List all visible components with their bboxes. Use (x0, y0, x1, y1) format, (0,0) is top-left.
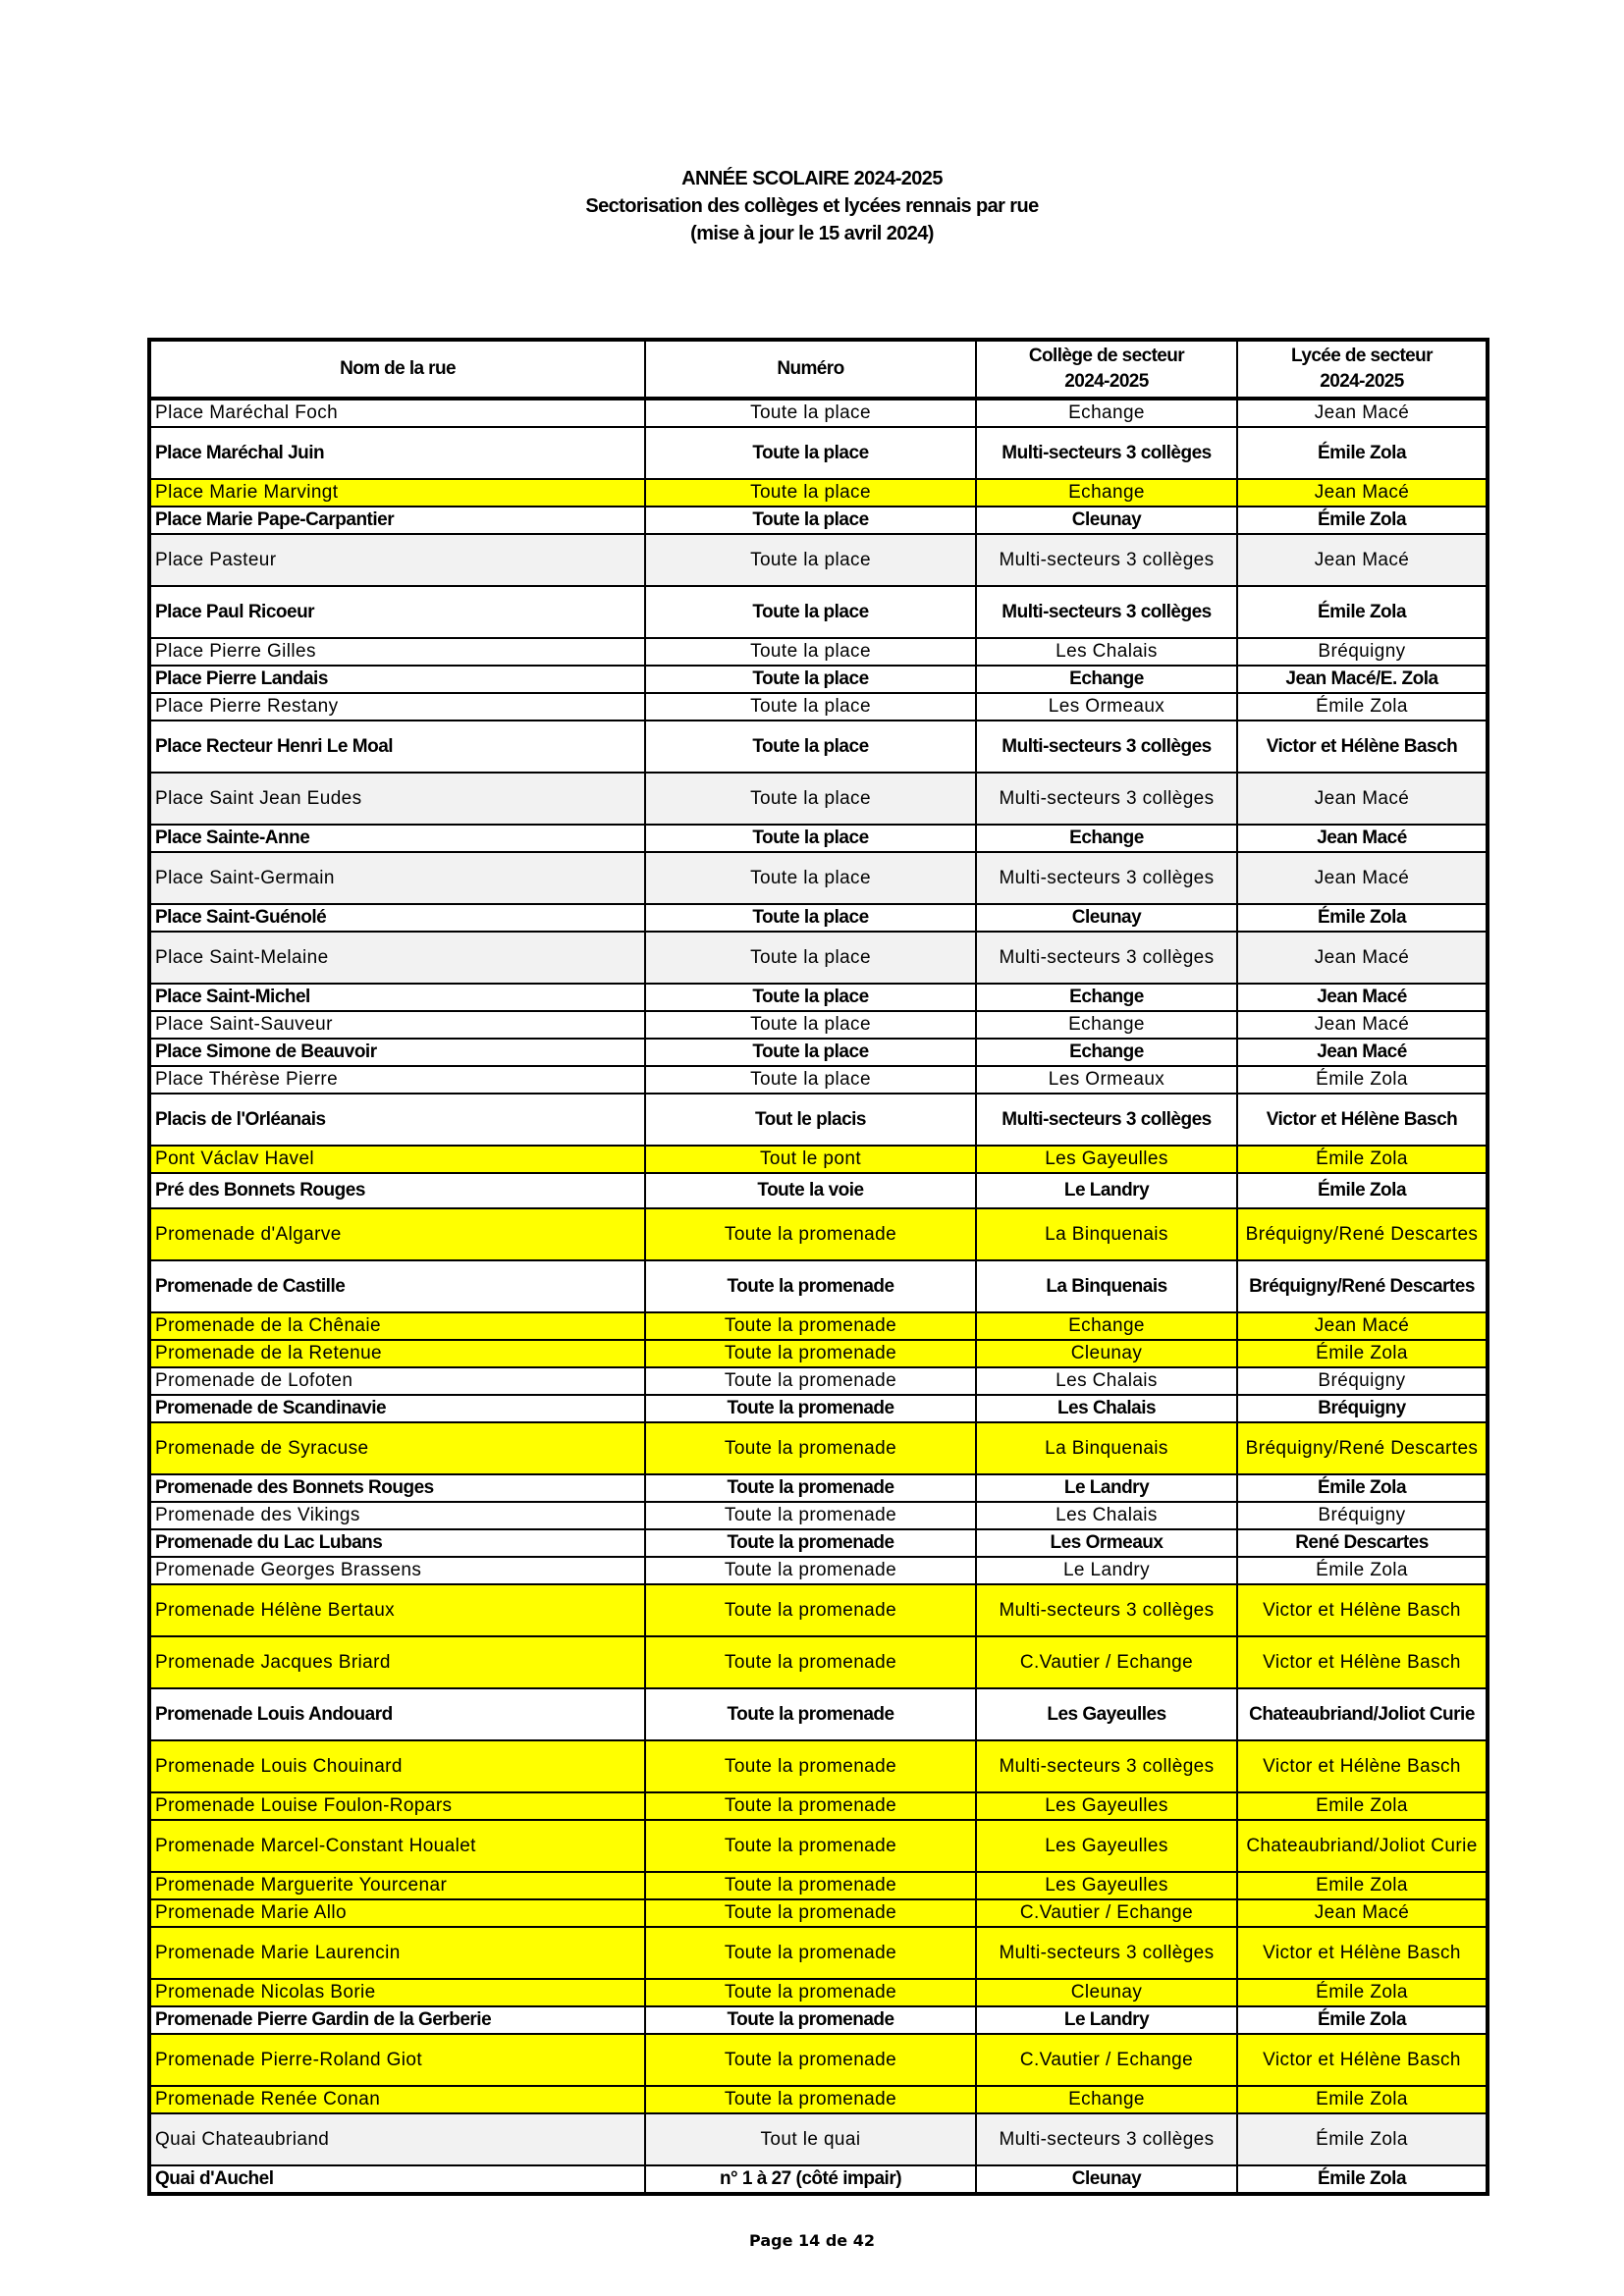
street-name-cell: Promenade Hélène Bertaux (149, 1584, 645, 1636)
table-row (149, 1260, 1488, 1312)
table-row (149, 2086, 1488, 2113)
table-row (149, 1066, 1488, 1094)
number-cell: Tout le pont (645, 1146, 976, 1173)
update-date: (mise à jour le 15 avril 2024) (690, 223, 934, 244)
street-name-cell: Place Pasteur (149, 534, 645, 586)
street-name-cell: Placis de l'Orléanais (149, 1094, 645, 1146)
table-row (149, 399, 1488, 427)
table-row (149, 1740, 1488, 1792)
street-name-cell: Place Pierre Landais (149, 666, 645, 693)
college-cell: Les Chalais (976, 1395, 1237, 1422)
table-row (149, 1820, 1488, 1872)
street-name-cell: Promenade Jacques Briard (149, 1636, 645, 1688)
table-row (149, 1146, 1488, 1173)
table-row (149, 638, 1488, 666)
number-cell: Toute la place (645, 932, 976, 984)
table-row (149, 1636, 1488, 1688)
table-row (149, 1872, 1488, 1899)
number-cell: Toute la promenade (645, 1584, 976, 1636)
lycee-cell: Victor et Hélène Basch (1237, 1740, 1488, 1792)
college-cell: Multi-secteurs 3 collèges (976, 1584, 1237, 1636)
number-cell: Toute la promenade (645, 1927, 976, 1979)
number-cell: Toute la place (645, 904, 976, 932)
lycee-cell: Victor et Hélène Basch (1237, 2034, 1488, 2086)
lycee-cell: Émile Zola (1237, 1146, 1488, 1173)
table-row (149, 2006, 1488, 2034)
number-cell: Toute la promenade (645, 2086, 976, 2113)
table-row (149, 1899, 1488, 1927)
college-cell: Cleunay (976, 904, 1237, 932)
number-cell: Toute la place (645, 666, 976, 693)
number-cell: Toute la promenade (645, 1260, 976, 1312)
lycee-cell: Jean Macé (1237, 1312, 1488, 1340)
college-cell: Les Ormeaux (976, 1066, 1237, 1094)
lycee-cell: Émile Zola (1237, 2165, 1488, 2194)
street-name-cell: Place Saint-Sauveur (149, 1011, 645, 1039)
number-cell: Toute la promenade (645, 1636, 976, 1688)
number-cell: Toute la promenade (645, 1792, 976, 1820)
lycee-cell: Émile Zola (1237, 586, 1488, 638)
college-cell: Echange (976, 1011, 1237, 1039)
lycee-cell: Bréquigny/René Descartes (1237, 1260, 1488, 1312)
street-name-cell: Place Recteur Henri Le Moal (149, 721, 645, 773)
street-name-cell: Promenade Georges Brassens (149, 1557, 645, 1584)
table-body (149, 399, 1488, 2194)
street-name-cell: Promenade Renée Conan (149, 2086, 645, 2113)
college-cell: Les Chalais (976, 1367, 1237, 1395)
street-name-cell: Promenade du Lac Lubans (149, 1529, 645, 1557)
table-row (149, 1688, 1488, 1740)
number-cell: Tout le placis (645, 1094, 976, 1146)
table-row (149, 427, 1488, 479)
lycee-cell: Émile Zola (1237, 693, 1488, 721)
number-cell: Toute la place (645, 507, 976, 534)
lycee-cell: Victor et Hélène Basch (1237, 721, 1488, 773)
number-cell: Toute la place (645, 984, 976, 1011)
lycee-cell: René Descartes (1237, 1529, 1488, 1557)
table-row (149, 1367, 1488, 1395)
college-cell: Les Ormeaux (976, 1529, 1237, 1557)
college-cell: Multi-secteurs 3 collèges (976, 1740, 1237, 1792)
lycee-cell: Émile Zola (1237, 1557, 1488, 1584)
college-cell: Les Chalais (976, 1502, 1237, 1529)
table-row (149, 1173, 1488, 1208)
table-row (149, 1529, 1488, 1557)
table-row (149, 586, 1488, 638)
lycee-cell: Jean Macé (1237, 773, 1488, 825)
street-name-cell: Place Saint-Germain (149, 852, 645, 904)
table-row (149, 2113, 1488, 2165)
street-name-cell: Place Maréchal Juin (149, 427, 645, 479)
table-row (149, 825, 1488, 852)
document-title: ANNÉE SCOLAIRE 2024-2025 (681, 168, 943, 189)
lycee-cell: Jean Macé (1237, 825, 1488, 852)
college-cell: Multi-secteurs 3 collèges (976, 1927, 1237, 1979)
number-cell: Toute la promenade (645, 1340, 976, 1367)
street-name-cell: Promenade de Lofoten (149, 1367, 645, 1395)
table-row (149, 1927, 1488, 1979)
street-name-cell: Place Pierre Gilles (149, 638, 645, 666)
college-cell: Cleunay (976, 1979, 1237, 2006)
lycee-cell: Émile Zola (1237, 1066, 1488, 1094)
page-number: Page 14 de 42 (749, 2231, 875, 2250)
table-row (149, 1584, 1488, 1636)
college-cell: La Binquenais (976, 1260, 1237, 1312)
street-name-cell: Place Saint-Michel (149, 984, 645, 1011)
number-cell: Toute la place (645, 479, 976, 507)
street-name-cell: Place Maréchal Foch (149, 399, 645, 427)
street-name-cell: Promenade d'Algarve (149, 1208, 645, 1260)
lycee-cell: Emile Zola (1237, 2086, 1488, 2113)
college-cell: Multi-secteurs 3 collèges (976, 773, 1237, 825)
street-name-cell: Place Marie Marvingt (149, 479, 645, 507)
street-name-cell: Place Saint-Melaine (149, 932, 645, 984)
number-cell: Toute la place (645, 693, 976, 721)
college-cell: Les Chalais (976, 638, 1237, 666)
college-cell: La Binquenais (976, 1422, 1237, 1474)
number-cell: Toute la promenade (645, 1872, 976, 1899)
college-cell: Les Ormeaux (976, 693, 1237, 721)
table-row (149, 1474, 1488, 1502)
college-cell: Multi-secteurs 3 collèges (976, 721, 1237, 773)
lycee-cell: Émile Zola (1237, 1340, 1488, 1367)
lycee-cell: Émile Zola (1237, 427, 1488, 479)
number-cell: Toute la promenade (645, 1979, 976, 2006)
college-cell: Echange (976, 1312, 1237, 1340)
college-cell: Les Gayeulles (976, 1792, 1237, 1820)
college-cell: Echange (976, 825, 1237, 852)
street-name-cell: Pré des Bonnets Rouges (149, 1173, 645, 1208)
number-cell: Toute la promenade (645, 1208, 976, 1260)
table-row (149, 852, 1488, 904)
lycee-cell: Bréquigny/René Descartes (1237, 1208, 1488, 1260)
number-cell: Toute la place (645, 1011, 976, 1039)
street-name-cell: Place Thérèse Pierre (149, 1066, 645, 1094)
table-row (149, 773, 1488, 825)
street-name-cell: Promenade de la Chênaie (149, 1312, 645, 1340)
number-cell: Toute la promenade (645, 1899, 976, 1927)
street-name-cell: Promenade Marie Allo (149, 1899, 645, 1927)
lycee-cell: Chateaubriand/Joliot Curie (1237, 1688, 1488, 1740)
lycee-cell: Bréquigny/René Descartes (1237, 1422, 1488, 1474)
lycee-cell: Émile Zola (1237, 904, 1488, 932)
table-row (149, 1502, 1488, 1529)
street-name-cell: Promenade des Vikings (149, 1502, 645, 1529)
lycee-cell: Victor et Hélène Basch (1237, 1584, 1488, 1636)
number-cell: Toute la promenade (645, 1557, 976, 1584)
street-name-cell: Promenade Louis Chouinard (149, 1740, 645, 1792)
lycee-cell: Jean Macé/E. Zola (1237, 666, 1488, 693)
college-cell: Echange (976, 984, 1237, 1011)
lycee-cell: Jean Macé (1237, 984, 1488, 1011)
lycee-cell: Jean Macé (1237, 852, 1488, 904)
number-cell: Toute la promenade (645, 1395, 976, 1422)
number-cell: Toute la place (645, 773, 976, 825)
lycee-cell: Jean Macé (1237, 1899, 1488, 1927)
table-row (149, 479, 1488, 507)
table-row (149, 2034, 1488, 2086)
lycee-cell: Bréquigny (1237, 1367, 1488, 1395)
header-college: Collège de secteur 2024-2025 (976, 340, 1237, 399)
street-name-cell: Place Sainte-Anne (149, 825, 645, 852)
street-name-cell: Promenade de Scandinavie (149, 1395, 645, 1422)
number-cell: Toute la promenade (645, 1502, 976, 1529)
number-cell: Toute la promenade (645, 1422, 976, 1474)
college-cell: Echange (976, 1039, 1237, 1066)
college-cell: La Binquenais (976, 1208, 1237, 1260)
lycee-cell: Émile Zola (1237, 507, 1488, 534)
number-cell: Toute la place (645, 427, 976, 479)
college-cell: Les Gayeulles (976, 1688, 1237, 1740)
street-name-cell: Pont Václav Havel (149, 1146, 645, 1173)
table-row (149, 1792, 1488, 1820)
table-row (149, 984, 1488, 1011)
table-row (149, 1312, 1488, 1340)
number-cell: Toute la promenade (645, 1820, 976, 1872)
number-cell: Toute la place (645, 586, 976, 638)
college-cell: Le Landry (976, 1474, 1237, 1502)
number-cell: Toute la promenade (645, 1529, 976, 1557)
lycee-cell: Émile Zola (1237, 1979, 1488, 2006)
table-row (149, 507, 1488, 534)
number-cell: Toute la place (645, 638, 976, 666)
lycee-cell: Victor et Hélène Basch (1237, 1927, 1488, 1979)
college-cell: Les Gayeulles (976, 1872, 1237, 1899)
college-cell: Multi-secteurs 3 collèges (976, 427, 1237, 479)
number-cell: Toute la place (645, 721, 976, 773)
college-cell: C.Vautier / Echange (976, 2034, 1237, 2086)
table-row (149, 1094, 1488, 1146)
college-cell: Multi-secteurs 3 collèges (976, 586, 1237, 638)
lycee-cell: Chateaubriand/Joliot Curie (1237, 1820, 1488, 1872)
college-cell: Echange (976, 399, 1237, 427)
number-cell: Toute la promenade (645, 1367, 976, 1395)
lycee-cell: Émile Zola (1237, 2113, 1488, 2165)
lycee-cell: Émile Zola (1237, 2006, 1488, 2034)
college-cell: Multi-secteurs 3 collèges (976, 852, 1237, 904)
street-name-cell: Place Marie Pape-Carpantier (149, 507, 645, 534)
college-cell: Cleunay (976, 2165, 1237, 2194)
number-cell: Toute la place (645, 825, 976, 852)
lycee-cell: Jean Macé (1237, 1011, 1488, 1039)
college-cell: Le Landry (976, 1557, 1237, 1584)
street-name-cell: Promenade Pierre-Roland Giot (149, 2034, 645, 2086)
number-cell: Toute la promenade (645, 2034, 976, 2086)
college-cell: C.Vautier / Echange (976, 1899, 1237, 1927)
street-name-cell: Quai Chateaubriand (149, 2113, 645, 2165)
college-cell: Cleunay (976, 507, 1237, 534)
number-cell: Toute la place (645, 399, 976, 427)
table-row (149, 2165, 1488, 2194)
table-row (149, 1208, 1488, 1260)
lycee-cell: Bréquigny (1237, 638, 1488, 666)
college-cell: Multi-secteurs 3 collèges (976, 534, 1237, 586)
street-name-cell: Place Saint-Guénolé (149, 904, 645, 932)
street-name-cell: Quai d'Auchel (149, 2165, 645, 2194)
table-row (149, 693, 1488, 721)
table-row (149, 932, 1488, 984)
lycee-cell: Jean Macé (1237, 1039, 1488, 1066)
college-cell: Les Gayeulles (976, 1146, 1237, 1173)
lycee-cell: Émile Zola (1237, 1474, 1488, 1502)
table-row (149, 1340, 1488, 1367)
street-name-cell: Place Paul Ricoeur (149, 586, 645, 638)
college-cell: Multi-secteurs 3 collèges (976, 1094, 1237, 1146)
table-row (149, 666, 1488, 693)
college-cell: Echange (976, 479, 1237, 507)
street-name-cell: Promenade Marguerite Yourcenar (149, 1872, 645, 1899)
college-cell: Le Landry (976, 2006, 1237, 2034)
street-name-cell: Promenade Louise Foulon-Ropars (149, 1792, 645, 1820)
table-row (149, 904, 1488, 932)
table-row (149, 1979, 1488, 2006)
street-name-cell: Place Saint Jean Eudes (149, 773, 645, 825)
table-row (149, 1395, 1488, 1422)
table-row (149, 534, 1488, 586)
college-cell: C.Vautier / Echange (976, 1636, 1237, 1688)
lycee-cell: Victor et Hélène Basch (1237, 1636, 1488, 1688)
lycee-cell: Jean Macé (1237, 932, 1488, 984)
number-cell: Toute la promenade (645, 1740, 976, 1792)
number-cell: Toute la promenade (645, 1688, 976, 1740)
lycee-cell: Jean Macé (1237, 399, 1488, 427)
table-row (149, 721, 1488, 773)
college-cell: Cleunay (976, 1340, 1237, 1367)
number-cell: n° 1 à 27 (côté impair) (645, 2165, 976, 2194)
street-name-cell: Promenade Louis Andouard (149, 1688, 645, 1740)
college-cell: Multi-secteurs 3 collèges (976, 2113, 1237, 2165)
number-cell: Toute la place (645, 534, 976, 586)
street-name-cell: Promenade de la Retenue (149, 1340, 645, 1367)
number-cell: Toute la place (645, 1039, 976, 1066)
lycee-cell: Bréquigny (1237, 1502, 1488, 1529)
header-lycee: Lycée de secteur 2024-2025 (1237, 340, 1488, 399)
street-name-cell: Promenade des Bonnets Rouges (149, 1474, 645, 1502)
header-street-name: Nom de la rue (149, 340, 645, 399)
table-header-row (149, 340, 1488, 399)
street-name-cell: Promenade Marie Laurencin (149, 1927, 645, 1979)
street-name-cell: Promenade Marcel-Constant Houalet (149, 1820, 645, 1872)
lycee-cell: Emile Zola (1237, 1792, 1488, 1820)
college-cell: Multi-secteurs 3 collèges (976, 932, 1237, 984)
table-row (149, 1011, 1488, 1039)
table-row (149, 1557, 1488, 1584)
college-cell: Le Landry (976, 1173, 1237, 1208)
table-row (149, 1422, 1488, 1474)
lycee-cell: Victor et Hélène Basch (1237, 1094, 1488, 1146)
table-row (149, 1039, 1488, 1066)
college-cell: Les Gayeulles (976, 1820, 1237, 1872)
street-name-cell: Promenade Nicolas Borie (149, 1979, 645, 2006)
lycee-cell: Émile Zola (1237, 1173, 1488, 1208)
street-name-cell: Place Simone de Beauvoir (149, 1039, 645, 1066)
college-cell: Echange (976, 666, 1237, 693)
street-name-cell: Promenade de Castille (149, 1260, 645, 1312)
lycee-cell: Jean Macé (1237, 479, 1488, 507)
number-cell: Tout le quai (645, 2113, 976, 2165)
college-cell: Echange (976, 2086, 1237, 2113)
lycee-cell: Emile Zola (1237, 1872, 1488, 1899)
number-cell: Toute la voie (645, 1173, 976, 1208)
street-name-cell: Promenade de Syracuse (149, 1422, 645, 1474)
lycee-cell: Bréquigny (1237, 1395, 1488, 1422)
header-number: Numéro (645, 340, 976, 399)
number-cell: Toute la place (645, 852, 976, 904)
number-cell: Toute la promenade (645, 2006, 976, 2034)
number-cell: Toute la promenade (645, 1474, 976, 1502)
number-cell: Toute la promenade (645, 1312, 976, 1340)
lycee-cell: Jean Macé (1237, 534, 1488, 586)
sectorisation-table (147, 338, 1489, 2196)
street-name-cell: Promenade Pierre Gardin de la Gerberie (149, 2006, 645, 2034)
number-cell: Toute la place (645, 1066, 976, 1094)
document-subtitle: Sectorisation des collèges et lycées rennais par rue (585, 195, 1039, 217)
street-name-cell: Place Pierre Restany (149, 693, 645, 721)
